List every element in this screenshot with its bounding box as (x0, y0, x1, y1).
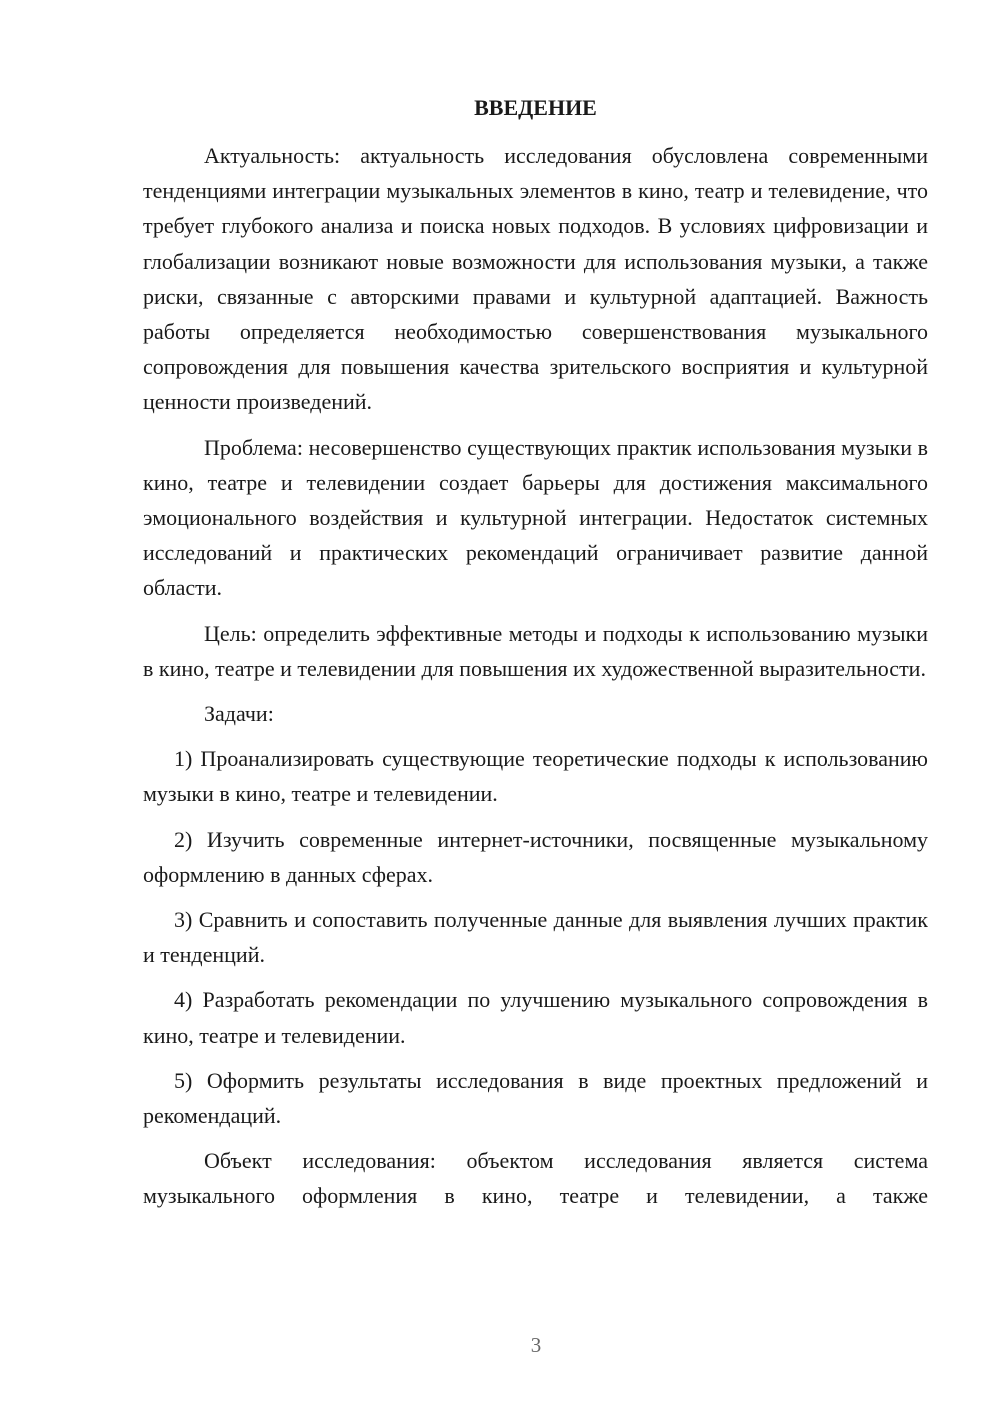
section-heading: ВВЕДЕНИЕ (474, 95, 597, 120)
task-item-5: 5) Оформить результаты исследования в виде проектных предложений и рекомендаций. (143, 1067, 928, 1129)
paragraph-relevance: Актуальность: актуальность исследования обусловлена современными тенденциями интеграции музыкальных элементов в кино, театр и телевидение, что требует глубокого анализа и поиска новых подходов. В условиях цифровизации и глобализации возникают новые возможности для использования музыки, а также риски, связанные с авторскими правами и культурной адаптацией. Важность работы определяется необходимостью совершенствования музыкального сопровождения для повышения качества зрительского восприятия и культурной ценности произведений. (143, 143, 928, 415)
task-item-2: 2) Изучить современные интернет-источники, посвященные музыкальному оформлению в данных сферах. (143, 826, 928, 887)
tasks-heading: Задачи: (204, 701, 274, 727)
task-item-1: 1) Проанализировать существующие теоретические подходы к использованию музыки в кино, театре и телевидении. (143, 746, 928, 807)
paragraph-problem: Проблема: несовершенство существующих практик использования музыки в кино, театре и телевидении создает барьеры для достижения максимального эмоционального воздействия и культурной интеграции. Недостаток системных исследований и практических рекомендаций ограничивает развитие данной области. (143, 434, 928, 601)
document-page (143, 90, 928, 1214)
task-item-4: 4) Разработать рекомендации по улучшению музыкального сопровождения в кино, театре и телевидении. (143, 987, 928, 1048)
task-item-3: 3) Сравнить и сопоставить полученные данные для выявления лучших практик и тенденций. (143, 907, 928, 968)
paragraph-goal: Цель: определить эффективные методы и подходы к использованию музыки в кино, театре и телевидении для повышения их художественной выразительности. (143, 620, 928, 681)
paragraph-object: Объект исследования: объектом исследования является система музыкального оформления в кино, театре и телевидении, а также (143, 1148, 928, 1209)
page-number: 3 (530, 1333, 542, 1357)
